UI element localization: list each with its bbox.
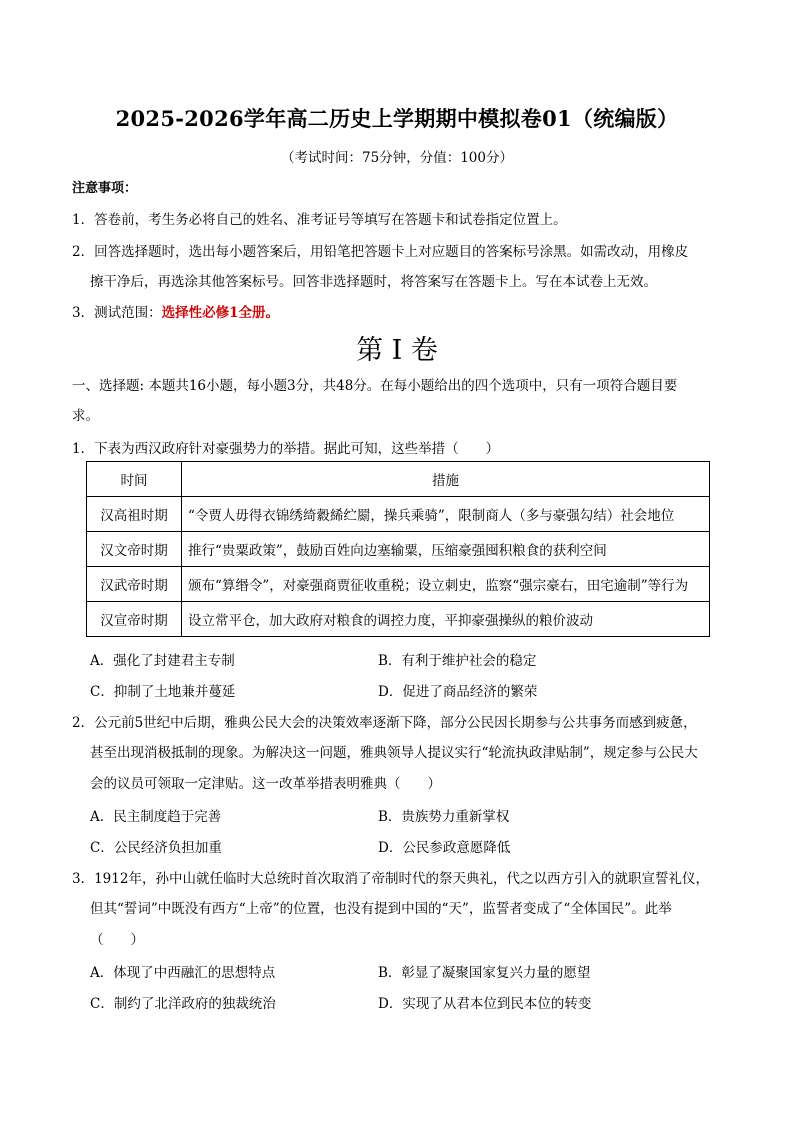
table-cell: 汉宣帝时期 [87, 602, 182, 637]
table-header-row [87, 462, 710, 497]
question-2-line-3: 会的议员可领取一定津贴。这一改革举措表明雅典（ ） [90, 776, 441, 792]
question-2-line-1: 2．公元前5世纪中后期，雅典公民大会的决策效率逐渐下降，部分公民因长期参与公共事务而感到疲惫， [72, 715, 697, 731]
exam-subtitle: （考试时间：75分钟，分值：100分） [281, 150, 513, 166]
q3-option-c: C．制约了北洋政府的独裁统治 [90, 996, 276, 1012]
q2-option-d: D．公民参政意愿降低 [378, 840, 511, 856]
table-cell: 汉武帝时期 [87, 567, 182, 602]
table-cell: 颁布“算缗令”，对豪强商贾征收重税；设立刺史，监察“强宗豪右，田宅逾制”等行为 [182, 567, 710, 602]
table-cell: 推行“贵粟政策”，鼓励百姓向边塞输粟，压缩豪强囤积粮食的获利空间 [182, 532, 710, 567]
volume-heading: 第 I 卷 [356, 335, 438, 366]
question-3-line-3: （ ） [90, 932, 144, 948]
notice-item-2-cont: 擦干净后，再选涂其他答案标号。回答非选择题时，将答案写在答题卡上。写在本试卷上无效。 [90, 274, 657, 290]
q2-option-a: A．民主制度趋于完善 [90, 809, 222, 825]
q3-option-b: B．彰显了凝聚国家复兴力量的愿望 [378, 965, 591, 981]
q2-option-c: C．公民经济负担加重 [90, 840, 222, 856]
notice-item-3 [72, 301, 279, 321]
notice-item-3-label: 3．测试范围： [72, 305, 162, 321]
section-instructions-cont: 求。 [72, 408, 99, 424]
section-instructions: 一、选择题: 本题共16小题，每小题3分，共48分。在每小题给出的四个选项中，只有一项符合题目要 [72, 378, 678, 394]
q1-option-a: A．强化了封建君主专制 [90, 653, 235, 669]
table-row [87, 602, 710, 637]
table-header: 措施 [182, 462, 710, 497]
question-3-line-2: 但其“誓词”中既没有西方“上帝”的位置，也没有提到中国的“天”，监誓者变成了“全体国民”。此举 [90, 901, 672, 917]
table-cell: 汉高祖时期 [87, 497, 182, 532]
notice-item-1: 1．答卷前，考生务必将自己的姓名、准考证号等填写在答题卡和试卷指定位置上。 [72, 212, 567, 228]
notice-heading: 注意事项： [72, 181, 138, 196]
exam-title: 2025-2026学年高二历史上学期期中模拟卷01（统编版） [115, 106, 679, 131]
q1-option-b: B．有利于维护社会的稳定 [378, 653, 537, 669]
notice-item-2: 2．回答选择题时，选出每小题答案后，用铅笔把答题卡上对应题目的答案标号涂黑。如需改动，用橡皮 [72, 244, 689, 260]
table-header: 时间 [87, 462, 182, 497]
q2-option-b: B．贵族势力重新掌权 [378, 809, 510, 825]
table-cell: 汉文帝时期 [87, 532, 182, 567]
table-cell: 设立常平仓，加大政府对粮食的调控力度，平抑豪强操纵的粮价波动 [182, 602, 710, 637]
q3-option-a: A．体现了中西融汇的思想特点 [90, 965, 276, 981]
q3-option-d: D．实现了从君本位到民本位的转变 [378, 996, 592, 1012]
table-row [87, 497, 710, 532]
question-2-line-2: 甚至出现消极抵制的现象。为解决这一问题，雅典领导人提议实行“轮流执政津贴制”，规定参与公民大 [90, 745, 698, 761]
question-3-line-1: 3．1912年，孙中山就任临时大总统时首次取消了帝制时代的祭天典礼，代之以西方引入的就职宣誓礼仪， [72, 871, 709, 887]
q1-option-d: D．促进了商品经济的繁荣 [378, 684, 538, 700]
table-row [87, 532, 710, 567]
table-cell: “令贾人毋得衣锦绣绮縠絺纻罽，操兵乘骑”，限制商人（多与豪强勾结）社会地位 [182, 497, 710, 532]
q1-option-c: C．抑制了土地兼并蔓延 [90, 684, 236, 700]
test-range: 选择性必修1全册。 [161, 305, 279, 321]
table-row [87, 567, 710, 602]
question-1-stem: 1．下表为西汉政府针对豪强势力的举措。据此可知，这些举措（ ） [72, 441, 500, 457]
question-1-table [86, 461, 710, 637]
